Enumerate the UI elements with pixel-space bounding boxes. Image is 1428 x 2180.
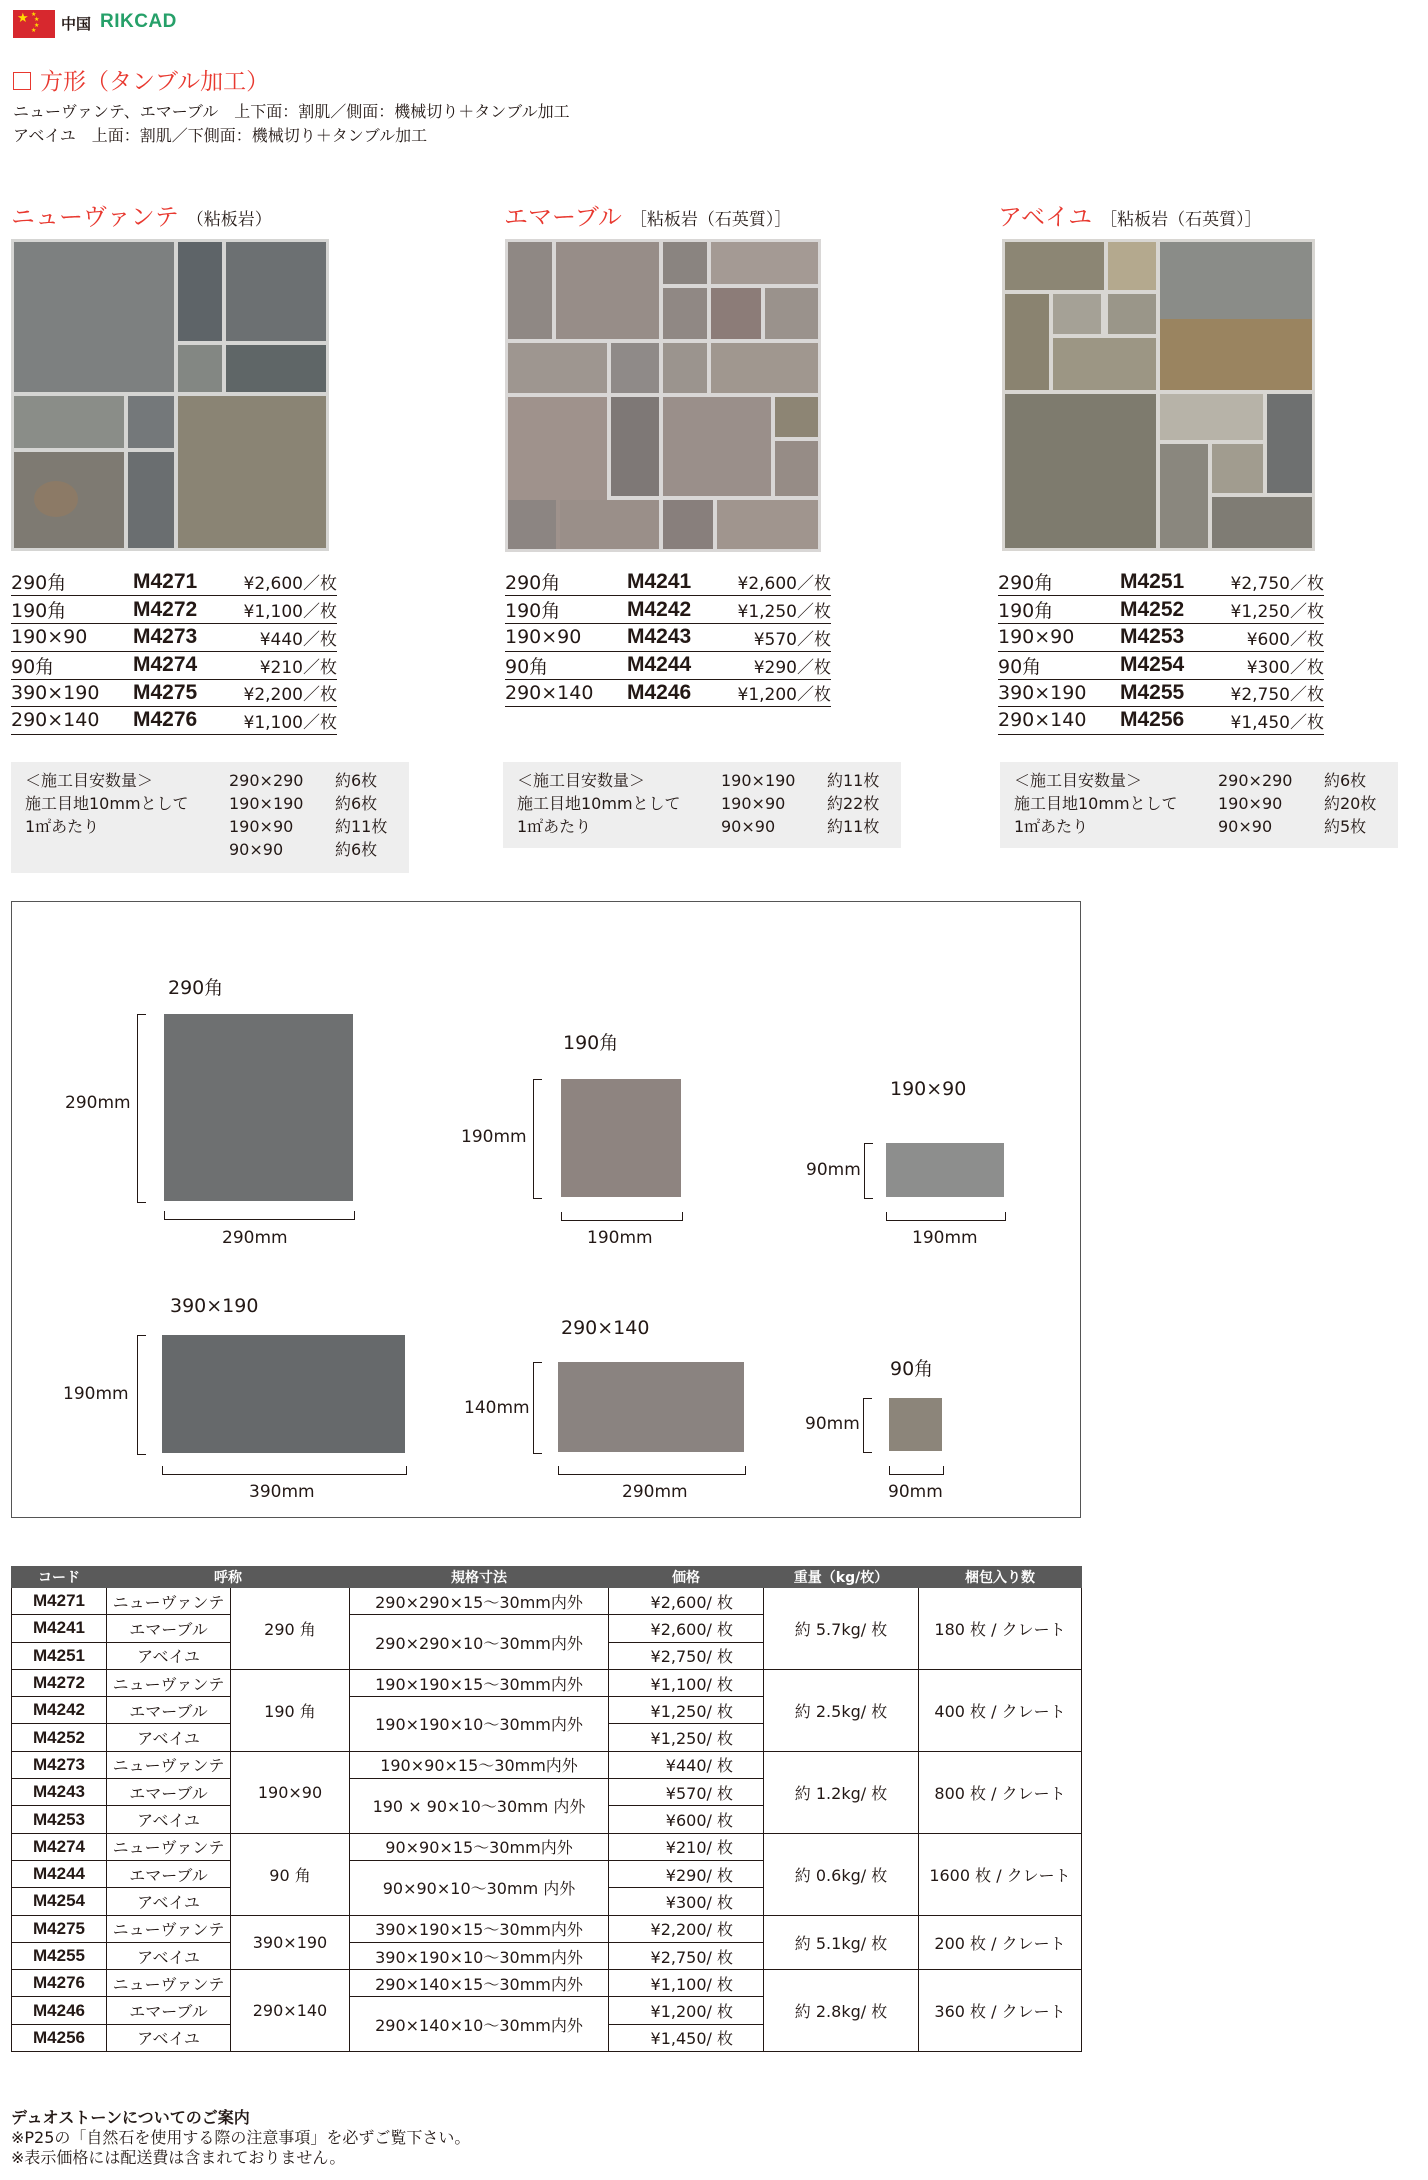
size-cell: 90角: [998, 651, 1120, 679]
pack-cell: 800 枚 / クレート: [919, 1751, 1082, 1833]
coverage-unit: 1㎡あたり: [25, 817, 100, 836]
coverage-size: 190×90: [1218, 794, 1283, 813]
price-cell: ¥1,250/ 枚: [609, 1724, 764, 1751]
name-cell: ニューヴァンテ: [107, 1588, 231, 1615]
size-cell: 290×140: [998, 707, 1120, 735]
code-cell: M4251: [1120, 568, 1224, 596]
height-dimension: 140mm: [464, 1398, 530, 1418]
code-cell: M4272: [133, 596, 237, 624]
price-cell: ¥1,100/ 枚: [609, 1970, 764, 1997]
abeille-price-table: [998, 568, 1324, 735]
size-cell: 290角: [505, 568, 627, 596]
price-cell: ¥2,600/ 枚: [609, 1588, 764, 1615]
price-cell: ¥600/ 枚: [609, 1806, 764, 1833]
code-cell: M4242: [12, 1697, 107, 1724]
name-cell: ニューヴァンテ: [107, 1751, 231, 1778]
width-bracket: [164, 1211, 355, 1220]
coverage-size: 190×90: [721, 794, 786, 813]
price-cell: ¥2,600／枚: [237, 568, 337, 596]
price-cell: ¥2,750/ 枚: [609, 1642, 764, 1669]
nominal-cell: 290×140: [231, 1970, 350, 2052]
name-cell: ニューヴァンテ: [107, 1833, 231, 1860]
coverage-size: 90×90: [229, 840, 284, 859]
coverage-qty: 約11枚: [827, 817, 880, 836]
price-cell: ¥300/ 枚: [609, 1888, 764, 1915]
code-cell: M4271: [133, 568, 237, 596]
coverage-size: 190×90: [229, 817, 294, 836]
table-row: [12, 1588, 1082, 1615]
coverage-note: 施工目地10mmとして: [25, 794, 189, 813]
dimension-cell: 190×190×15～30mm内外: [350, 1669, 609, 1696]
code-cell: M4273: [133, 624, 237, 652]
coverage-size: 190×190: [721, 771, 796, 790]
notes-line: ※P25の「自然石を使用する際の注意事項」を必ずご覧下さい。: [11, 2128, 471, 2147]
price-cell: ¥1,200/ 枚: [609, 1997, 764, 2024]
table-row: [998, 596, 1324, 624]
table-row: [12, 1669, 1082, 1696]
price-cell: ¥290/ 枚: [609, 1860, 764, 1887]
coverage-heading: ＜施工目安数量＞: [517, 771, 646, 790]
tile-sample-90sq: [889, 1398, 942, 1451]
height-dimension: 90mm: [806, 1160, 861, 1180]
coverage-unit: 1㎡あたり: [1014, 817, 1089, 836]
coverage-unit: 1㎡あたり: [517, 817, 592, 836]
code-cell: M4253: [1120, 624, 1224, 652]
newvante-price-table: [11, 568, 337, 735]
width-dimension: 190mm: [587, 1228, 653, 1248]
table-row: [505, 568, 831, 596]
coverage-qty: 約20枚: [1324, 794, 1377, 813]
height-dimension: 190mm: [63, 1384, 129, 1404]
coverage-heading: ＜施工目安数量＞: [1014, 771, 1143, 790]
name-cell: アベイユ: [107, 1724, 231, 1751]
dimension-cell: 290×290×10～30mm内外: [350, 1615, 609, 1670]
price-cell: ¥440/ 枚: [609, 1751, 764, 1778]
code-cell: M4244: [627, 651, 731, 679]
header-weight: 重量（kg/枚）: [764, 1567, 919, 1588]
header-code: コード: [12, 1567, 107, 1588]
nominal-cell: 90 角: [231, 1833, 350, 1915]
size-label: 290角: [168, 977, 224, 999]
price-cell: ¥2,750/ 枚: [609, 1942, 764, 1969]
newvante-coverage-box: [11, 762, 409, 873]
code-cell: M4255: [1120, 679, 1224, 707]
notes-heading: デュオストーンについてのご案内: [11, 2108, 250, 2127]
size-cell: 190角: [11, 596, 133, 624]
price-cell: ¥1,100/ 枚: [609, 1669, 764, 1696]
coverage-size: 290×290: [229, 771, 304, 790]
table-row: [998, 679, 1324, 707]
coverage-qty: 約22枚: [827, 794, 880, 813]
notes-line: ※表示価格には配送費は含まれておりません。: [11, 2148, 346, 2167]
table-row: [12, 1915, 1082, 1942]
code-cell: M4253: [12, 1806, 107, 1833]
code-cell: M4246: [12, 1997, 107, 2024]
dimension-cell: 290×290×15～30mm内外: [350, 1588, 609, 1615]
width-bracket: [886, 1212, 1006, 1221]
code-cell: M4254: [12, 1888, 107, 1915]
finish-description-1: ニューヴァンテ、エマーブル 上下面：割肌／側面：機械切り＋タンブル加工: [13, 102, 570, 121]
price-cell: ¥1,250／枚: [731, 596, 831, 624]
code-cell: M4241: [627, 568, 731, 596]
size-label: 390×190: [170, 1295, 259, 1317]
price-cell: ¥1,100／枚: [237, 596, 337, 624]
code-cell: M4244: [12, 1860, 107, 1887]
price-cell: ¥210／枚: [237, 651, 337, 679]
size-label: 90角: [890, 1358, 934, 1380]
coverage-note: 施工目地10mmとして: [517, 794, 681, 813]
width-dimension: 90mm: [888, 1482, 943, 1502]
tile-sample-290x140: [558, 1362, 744, 1452]
height-bracket: [864, 1143, 873, 1199]
coverage-size: 290×290: [1218, 771, 1293, 790]
code-cell: M4243: [627, 624, 731, 652]
price-cell: ¥2,600/ 枚: [609, 1615, 764, 1642]
price-cell: ¥2,200／枚: [237, 679, 337, 707]
code-cell: M4275: [133, 679, 237, 707]
emarble-coverage-box: [503, 762, 901, 848]
pack-cell: 400 枚 / クレート: [919, 1669, 1082, 1751]
dimension-cell: 190×190×10～30mm内外: [350, 1697, 609, 1752]
coverage-heading: ＜施工目安数量＞: [25, 771, 154, 790]
name-cell: エマーブル: [107, 1779, 231, 1806]
size-label: 190×90: [890, 1078, 967, 1100]
coverage-qty: 約5枚: [1324, 817, 1367, 836]
product-name-emarble: エマーブル ［粘板岩（石英質）］: [504, 203, 792, 231]
coverage-qty: 約6枚: [335, 771, 378, 790]
width-bracket: [561, 1212, 683, 1221]
name-cell: ニューヴァンテ: [107, 1915, 231, 1942]
width-dimension: 390mm: [249, 1482, 315, 1502]
section-title: 方形（タンブル加工）: [13, 63, 269, 96]
name-cell: アベイユ: [107, 2024, 231, 2051]
height-dimension: 290mm: [65, 1093, 131, 1113]
dimension-cell: 90×90×10～30mm 内外: [350, 1860, 609, 1915]
name-cell: アベイユ: [107, 1806, 231, 1833]
width-bracket: [162, 1466, 407, 1475]
tile-sample-190x90: [886, 1143, 1004, 1197]
price-cell: ¥1,450/ 枚: [609, 2024, 764, 2051]
brand-logo: RIKCAD: [100, 11, 177, 32]
name-cell: ニューヴァンテ: [107, 1669, 231, 1696]
size-cell: 390×190: [998, 679, 1120, 707]
table-row: [12, 1970, 1082, 1997]
pack-cell: 200 枚 / クレート: [919, 1915, 1082, 1970]
code-cell: M4255: [12, 1942, 107, 1969]
height-bracket: [533, 1079, 542, 1199]
notes-block: [11, 2108, 470, 2168]
price-cell: ¥2,200/ 枚: [609, 1915, 764, 1942]
weight-cell: 約 2.5kg/ 枚: [764, 1669, 919, 1751]
name-cell: ニューヴァンテ: [107, 1970, 231, 1997]
price-cell: ¥1,450／枚: [1224, 707, 1324, 735]
code-cell: M4274: [133, 651, 237, 679]
size-cell: 190角: [998, 596, 1120, 624]
size-cell: 390×190: [11, 679, 133, 707]
name-cell: アベイユ: [107, 1942, 231, 1969]
dimension-cell: 390×190×15～30mm内外: [350, 1915, 609, 1942]
coverage-qty: 約11枚: [827, 771, 880, 790]
name-cell: エマーブル: [107, 1615, 231, 1642]
table-row: [505, 596, 831, 624]
abeille-tile-photo: [1002, 239, 1315, 551]
name-cell: エマーブル: [107, 1697, 231, 1724]
header-dimensions: 規格寸法: [350, 1567, 609, 1588]
abeille-coverage-box: [1000, 762, 1398, 848]
price-cell: ¥2,750／枚: [1224, 568, 1324, 596]
product-name-abeille: アベイユ ［粘板岩（石英質）］: [998, 203, 1262, 231]
price-cell: ¥290／枚: [731, 651, 831, 679]
size-cell: 290角: [11, 568, 133, 596]
header-price: 価格: [609, 1567, 764, 1588]
table-row: [998, 707, 1324, 735]
pack-cell: 180 枚 / クレート: [919, 1588, 1082, 1670]
code-cell: M4252: [12, 1724, 107, 1751]
coverage-qty: 約6枚: [335, 794, 378, 813]
code-cell: M4271: [12, 1588, 107, 1615]
price-cell: ¥1,250／枚: [1224, 596, 1324, 624]
code-cell: M4276: [133, 707, 237, 735]
size-cell: 90角: [11, 651, 133, 679]
tile-sample-290sq: [164, 1014, 353, 1201]
width-bracket: [889, 1466, 944, 1475]
code-cell: M4252: [1120, 596, 1224, 624]
dimension-cell: 190 × 90×10～30mm 内外: [350, 1779, 609, 1834]
coverage-size: 90×90: [1218, 817, 1273, 836]
weight-cell: 約 5.7kg/ 枚: [764, 1588, 919, 1670]
name-cell: アベイユ: [107, 1642, 231, 1669]
weight-cell: 約 2.8kg/ 枚: [764, 1970, 919, 2052]
table-row: [505, 624, 831, 652]
nominal-cell: 290 角: [231, 1588, 350, 1670]
dimension-cell: 290×140×15～30mm内外: [350, 1970, 609, 1997]
price-cell: ¥1,100／枚: [237, 707, 337, 735]
width-dimension: 190mm: [912, 1228, 978, 1248]
nominal-cell: 190 角: [231, 1669, 350, 1751]
china-flag-icon: ★ ★ ★ ★ ★: [13, 10, 55, 38]
size-cell: 190×90: [998, 624, 1120, 652]
newvante-tile-photo: [11, 239, 329, 551]
code-cell: M4251: [12, 1642, 107, 1669]
header-pack: 梱包入り数: [919, 1567, 1082, 1588]
name-cell: エマーブル: [107, 1860, 231, 1887]
size-cell: 190×90: [505, 624, 627, 652]
code-cell: M4276: [12, 1970, 107, 1997]
price-cell: ¥600／枚: [1224, 624, 1324, 652]
height-bracket: [137, 1335, 146, 1455]
code-cell: M4273: [12, 1751, 107, 1778]
nominal-cell: 390×190: [231, 1915, 350, 1970]
header-nominal: 呼称: [107, 1567, 350, 1588]
code-cell: M4274: [12, 1833, 107, 1860]
table-row: [11, 596, 337, 624]
finish-description-2: アベイユ 上面：割肌／下側面：機械切り＋タンブル加工: [13, 126, 428, 145]
coverage-qty: 約6枚: [335, 840, 378, 859]
size-label: 190角: [563, 1032, 619, 1054]
table-row: [505, 651, 831, 679]
size-cell: 190×90: [11, 624, 133, 652]
size-cell: 90角: [505, 651, 627, 679]
price-cell: ¥1,250/ 枚: [609, 1697, 764, 1724]
price-cell: ¥2,750／枚: [1224, 679, 1324, 707]
emarble-tile-photo: [505, 239, 821, 552]
table-row: [11, 679, 337, 707]
emarble-price-table: [505, 568, 831, 707]
price-cell: ¥1,200／枚: [731, 679, 831, 707]
country-label: 中国: [61, 15, 92, 33]
pack-cell: 1600 枚 / クレート: [919, 1833, 1082, 1915]
table-row: [998, 624, 1324, 652]
table-row: [998, 651, 1324, 679]
size-cell: 290×140: [505, 679, 627, 707]
weight-cell: 約 0.6kg/ 枚: [764, 1833, 919, 1915]
weight-cell: 約 1.2kg/ 枚: [764, 1751, 919, 1833]
code-cell: M4243: [12, 1779, 107, 1806]
table-row: [11, 624, 337, 652]
code-cell: M4241: [12, 1615, 107, 1642]
height-bracket: [137, 1014, 146, 1203]
code-cell: M4256: [1120, 707, 1224, 735]
dimension-cell: 190×90×15～30mm内外: [350, 1751, 609, 1778]
spec-header-row: [12, 1567, 1082, 1588]
size-cell: 290×140: [11, 707, 133, 735]
price-cell: ¥570／枚: [731, 624, 831, 652]
height-bracket: [863, 1398, 872, 1453]
weight-cell: 約 5.1kg/ 枚: [764, 1915, 919, 1970]
size-cell: 190角: [505, 596, 627, 624]
table-row: [505, 679, 831, 707]
code-cell: M4254: [1120, 651, 1224, 679]
coverage-qty: 約11枚: [335, 817, 388, 836]
code-cell: M4242: [627, 596, 731, 624]
width-dimension: 290mm: [222, 1228, 288, 1248]
code-cell: M4272: [12, 1669, 107, 1696]
code-cell: M4256: [12, 2024, 107, 2051]
table-row: [998, 568, 1324, 596]
dimension-cell: 390×190×10～30mm内外: [350, 1942, 609, 1969]
name-cell: アベイユ: [107, 1888, 231, 1915]
height-bracket: [533, 1362, 542, 1454]
height-dimension: 90mm: [805, 1414, 860, 1434]
product-name-newvante: ニューヴァンテ （粘板岩）: [11, 203, 272, 231]
width-bracket: [558, 1466, 746, 1475]
table-row: [11, 568, 337, 596]
price-cell: ¥2,600／枚: [731, 568, 831, 596]
coverage-size: 90×90: [721, 817, 776, 836]
nominal-cell: 190×90: [231, 1751, 350, 1833]
size-cell: 290角: [998, 568, 1120, 596]
price-cell: ¥300／枚: [1224, 651, 1324, 679]
spec-table: [11, 1566, 1082, 2052]
tile-sample-190sq: [561, 1079, 681, 1197]
size-label: 290×140: [561, 1317, 650, 1339]
price-cell: ¥210/ 枚: [609, 1833, 764, 1860]
price-cell: ¥440／枚: [237, 624, 337, 652]
coverage-size: 190×190: [229, 794, 304, 813]
code-cell: M4275: [12, 1915, 107, 1942]
table-row: [12, 1751, 1082, 1778]
code-cell: M4246: [627, 679, 731, 707]
tile-sample-390x190: [162, 1335, 405, 1453]
dimension-cell: 290×140×10～30mm内外: [350, 1997, 609, 2052]
price-cell: ¥570/ 枚: [609, 1779, 764, 1806]
checkbox-square-icon: [13, 72, 31, 90]
table-row: [11, 707, 337, 735]
name-cell: エマーブル: [107, 1997, 231, 2024]
coverage-note: 施工目地10mmとして: [1014, 794, 1178, 813]
width-dimension: 290mm: [622, 1482, 688, 1502]
pack-cell: 360 枚 / クレート: [919, 1970, 1082, 2052]
coverage-qty: 約6枚: [1324, 771, 1367, 790]
table-row: [11, 651, 337, 679]
dimension-cell: 90×90×15～30mm内外: [350, 1833, 609, 1860]
table-row: [12, 1833, 1082, 1860]
height-dimension: 190mm: [461, 1127, 527, 1147]
